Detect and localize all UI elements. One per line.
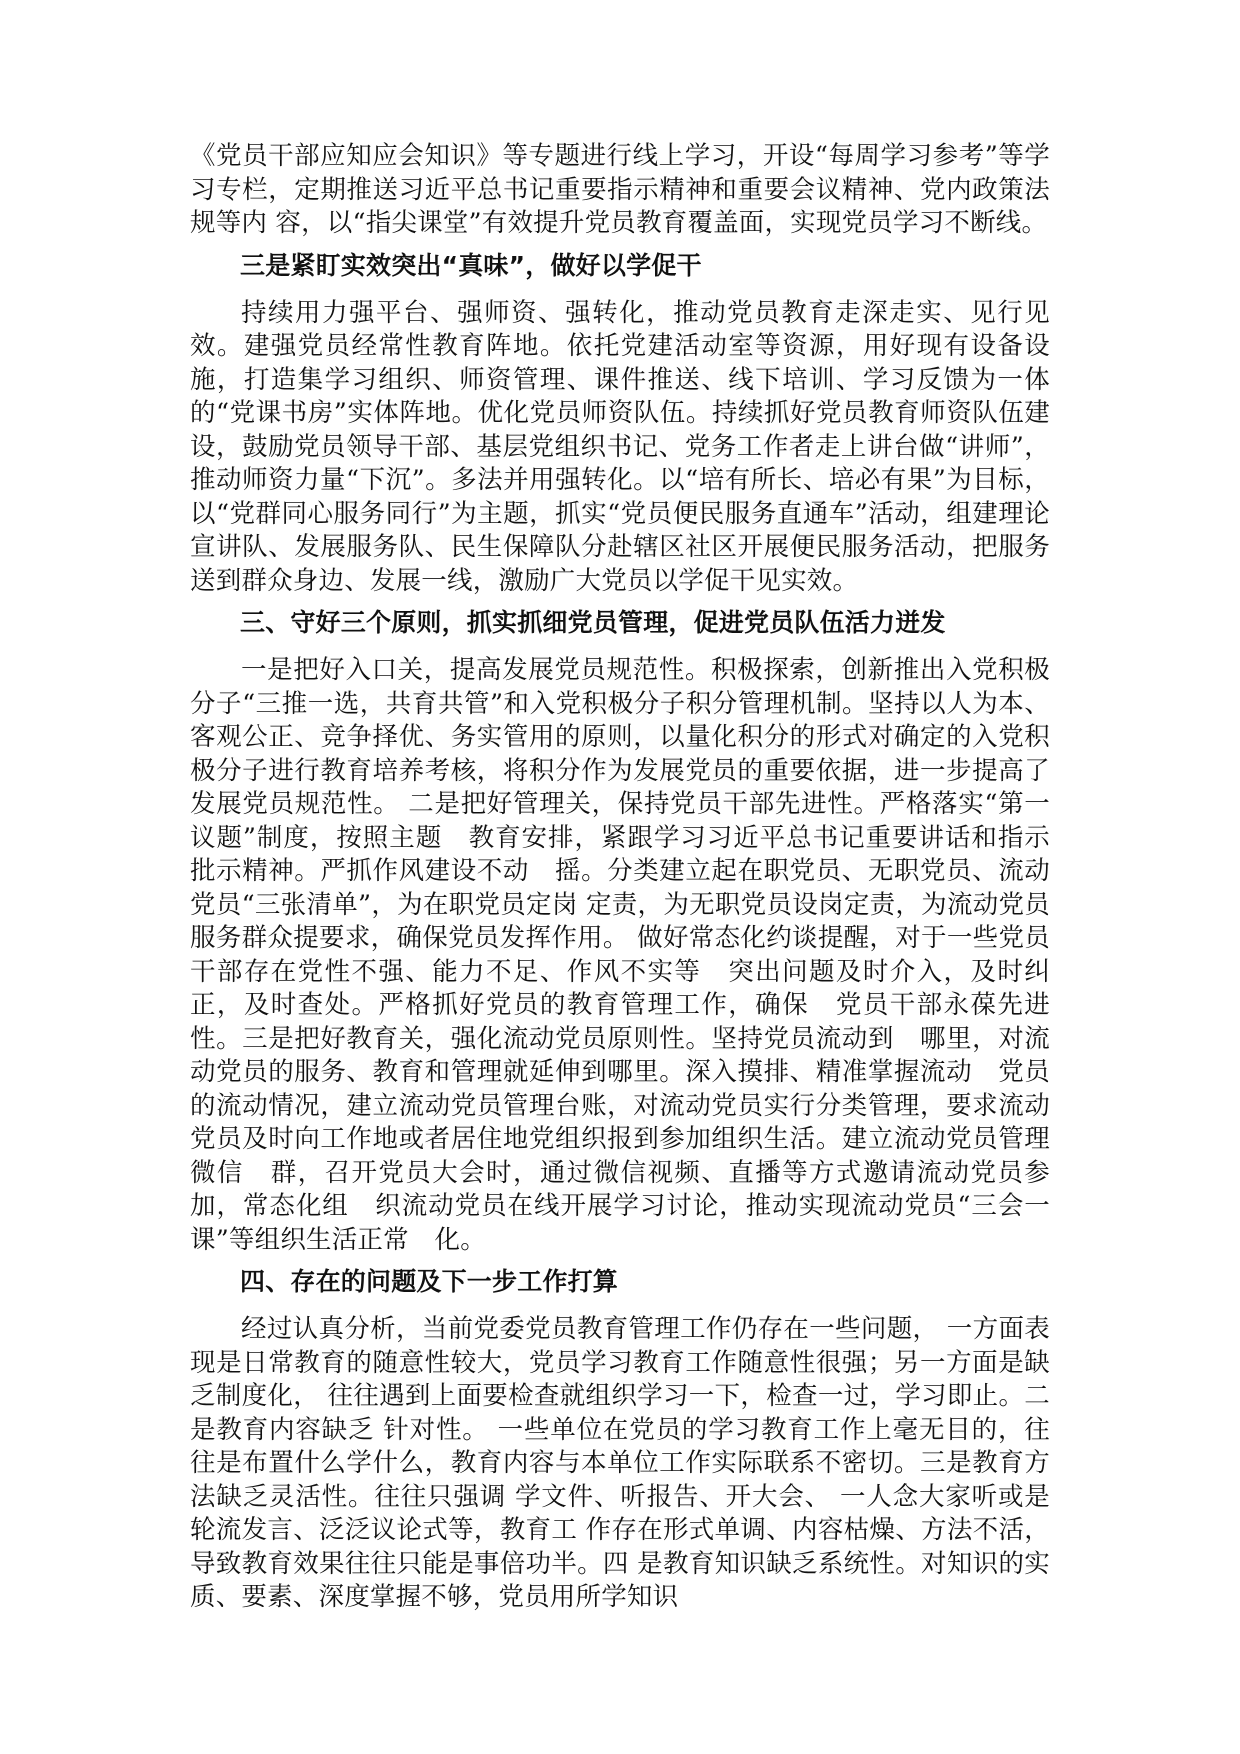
document-page xyxy=(190,140,1076,1621)
intro-paragraph: 《党员干部应知应会知识》等专题进行线上学习，开设“每周学习参考”等学习专栏，定期推送习近平总书记重要指示精神和重要会议精神、党内政策法规等内 容，以“指尖课堂”有效提升党员教育覆盖面，实现党员学习不断线。 xyxy=(190,141,1050,238)
effectiveness-paragraph: 持续用力强平台、强师资、强转化，推动党员教育走深走实、见行见效。建强党员经常性教育阵地。依托党建活动室等资源，用好现有设备设施，打造集学习组织、师资管理、课件推送、线下培训、学习反馈为一体的“党课书房”实体阵地。优化党员师资队伍。持续抓好党员教育师资队伍建设，鼓励党员领导干部、基层党组织书记、党务工作者走上讲台做“讲师”，推动师资力量“下沉”。多法并用强转化。以“培有所长、培必有果”为目标，以“党群同心服务同行”为主题，抓实“党员便民服务直通车”活动，组建理论宣讲队、发展服务队、民生保障队分赴辖区社区开展便民服务活动，把服务送到群众身边、发展一线，激励广大党员以学促干见实效。 xyxy=(190,297,1050,596)
section-three-paragraph: 一是把好入口关，提高发展党员规范性。积极探索，创新推出入党积极分子“三推一选，共育共管”和入党积极分子积分管理机制。坚持以人为本、客观公正、竞争择优、务实管用的原则，以量化积分的形式对确定的入党积极分子进行教育培养考核，将积分作为发展党员的重要依据，进一步提高了发展党员规范性。 二是把好管理关，保持党员干部先进性。严格落实“第一议题”制度，按照主题 教育安排，紧跟学习习近平总书记重要讲话和指示批示精神。严抓作风建设不动 摇。分类建立起在职党员、无职党员、流动党员“三张清单”，为在职党员定岗 定责，为无职党员设岗定责，为流动党员服务群众提要求，确保党员发挥作用。 做好常态化约谈提醒，对于一些党员干部存在党性不强、能力不足、作风不实等 突出问题及时介入，及时纠正，及时查处。严格抓好党员的教育管理工作，确保 党员干部永葆先进性。三是把好教育关，强化流动党员原则性。坚持党员流动到 哪里，对流动党员的服务、教育和管理就延伸到哪里。深入摸排、精准掌握流动 党员的流动情况，建立流动党员管理台账，对流动党员实行分类管理，要求流动 党员及时向工作地或者居住地党组织报到参加组织生活。建立流动党员管理微信 群，召开党员大会时，通过微信视频、直播等方式邀请流动党员参加，常态化组 织流动党员在线开展学习讨论，推动实现流动党员“三会一课”等组织生活正常 化。 xyxy=(190,655,1076,1255)
section-heading-three: 三、守好三个原则，抓实抓细党员管理，促进党员队伍活力迸发 xyxy=(240,608,946,637)
subheading-effectiveness: 三是紧盯实效突出“真味”，做好以学促干 xyxy=(240,250,702,280)
section-four-paragraph: 经过认真分析，当前党委党员教育管理工作仍存在一些问题， 一方面表现是日常教育的随意性较大，党员学习教育工作随意性很强；另一方面是缺乏制度化， 往往遇到上面要检查就组织学习一下，检查一过，学习即止。二是教育内容缺乏 针对性。 一些单位在党员的学习教育工作上毫无目的，往往是布置什么学什么，教育内容与本单位工作实际联系不密切。三是教育方法缺乏灵活性。往往只强调 学文件、听报告、开大会、 一人念大家听或是轮流发言、泛泛议论式等，教育工 作存在形式单调、内容枯燥、方法不活，导致教育效果往往只能是事倍功半。四 是教育知识缺乏系统性。对知识的实质、要素、深度掌握不够，党员用所学知识 xyxy=(190,1314,1050,1612)
section-heading-four: 四、存在的问题及下一步工作打算 xyxy=(240,1267,619,1296)
